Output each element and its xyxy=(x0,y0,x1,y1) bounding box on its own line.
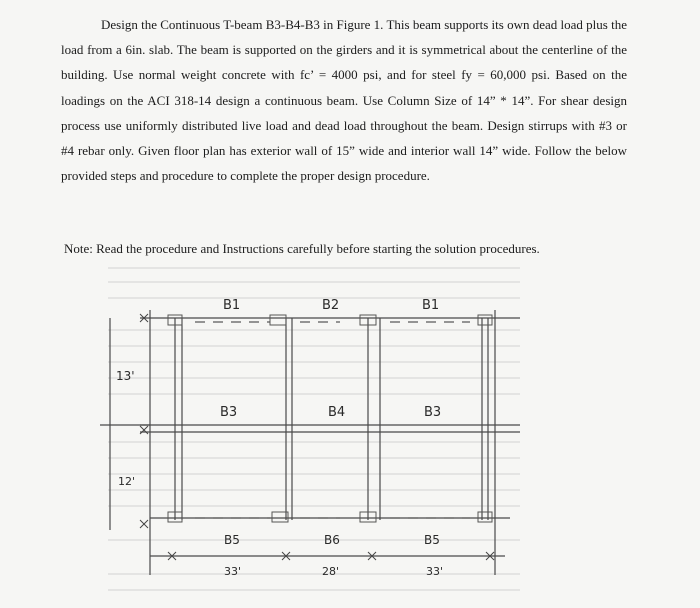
span-dim-2: 28' xyxy=(322,565,340,578)
note-text: Note: Read the procedure and Instructions carefully before starting the solution procedures. xyxy=(64,241,540,256)
bottom-beam-label-1: B5 xyxy=(224,533,240,547)
mid-beam-label-1: B3 xyxy=(220,405,238,420)
bay-dim-2: 12' xyxy=(118,475,136,488)
mid-beam-label-2: B4 xyxy=(328,405,346,420)
grid-paper xyxy=(108,268,520,590)
span-dim-1: 33' xyxy=(224,565,242,578)
bay-dim-1: 13' xyxy=(116,369,135,383)
top-beam-label-3: B1 xyxy=(422,298,440,313)
bottom-beam-label-3: B5 xyxy=(424,533,440,547)
dimension-ticks xyxy=(140,314,494,560)
problem-paragraph: Design the Continuous T-beam B3-B4-B3 in Figure 1. This beam supports its own dead load plus the load from a 6in. slab. The beam is supported on the girders and it is symmetrical about the centerline of the building. Use normal weight concrete with fc’ = 4000 psi, and for steel fy = 60,000 psi. Based on the loadings on the ACI 318-14 design a continuous beam. Use Column Size of 14” * 14”. For shear design process use uniformly distributed live load and dead load throughout the beam. Design stirrups with #3 or #4 rebar only. Given floor plan has exterior wall of 15” wide and interior wall 14” wide. Follow the below provided steps and procedure to complete the proper design procedure. xyxy=(61,17,627,184)
mid-beam-label-3: B3 xyxy=(424,405,442,420)
top-beam-label-2: B2 xyxy=(322,298,340,313)
bottom-beam-label-2: B6 xyxy=(324,533,340,547)
span-dim-3: 33' xyxy=(426,565,444,578)
top-beam-label-1: B1 xyxy=(223,298,241,313)
girder-dashes xyxy=(195,322,470,518)
